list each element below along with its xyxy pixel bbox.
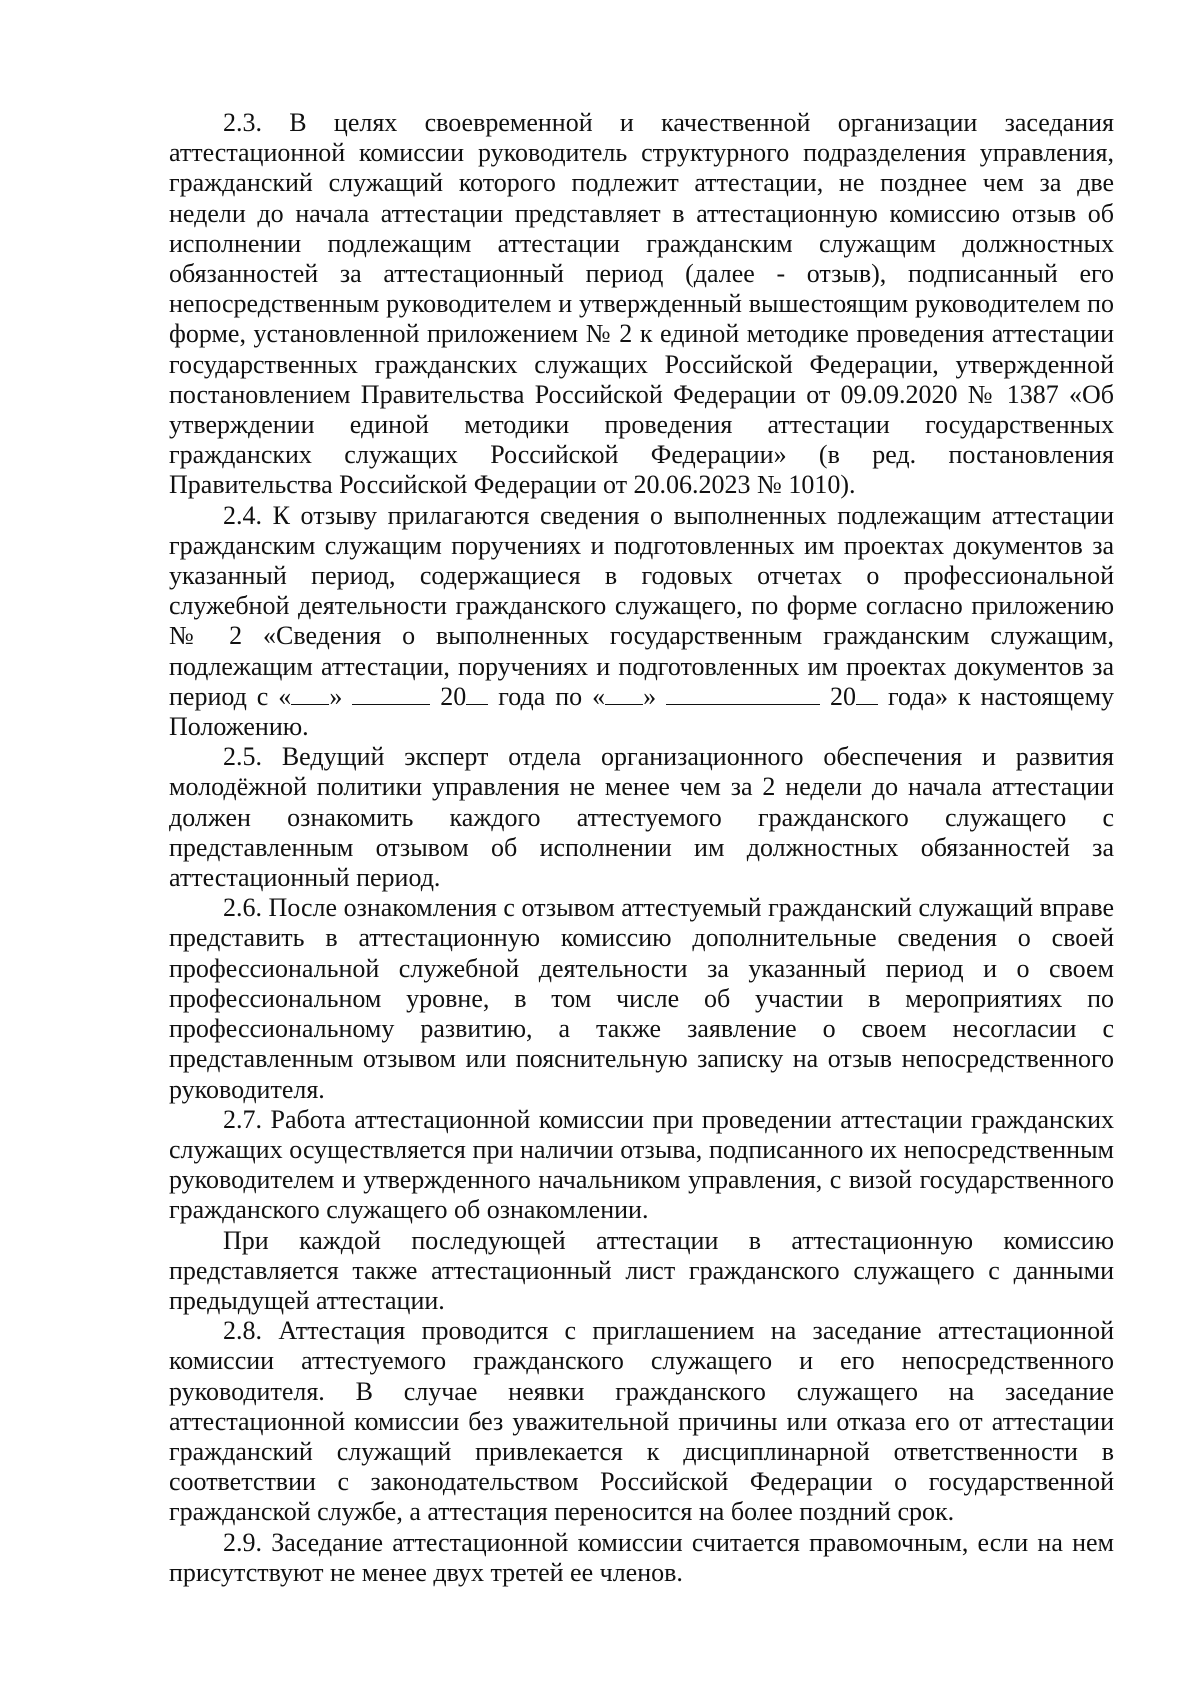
paragraph-2-7-continuation: При каждой последующей аттестации в аттестационную комиссию представляется также аттестационный лист гражданского служащего с данными предыдущей аттестации. [169, 1225, 1114, 1315]
blank-month-to [666, 682, 820, 705]
paragraph-2-4-seg-2: 20 [430, 681, 467, 711]
paragraph-2-4-text-before: 2.4. К отзыву прилагаются сведения о выполненных подлежащим аттестации гражданским служащим поручениях и подготовленных им проектах документов за указанный период, содержащиеся в годовых отчетах о профессиональной служебной деятельности гражданского служащего, по форме согласно приложению № 2 «Сведения о выполненных государственным гражданским служащим, подлежащим аттестации, поручениях и подготовленных им проектах документов за период с « [169, 500, 1114, 711]
paragraph-2-4-seg-1: » [329, 681, 353, 711]
paragraph-2-4-text-after: года» к настоящему Положению. [169, 681, 1115, 742]
blank-day-from [291, 682, 329, 705]
blank-month-from [352, 682, 430, 705]
paragraph-2-4-seg-4: » [643, 681, 667, 711]
blank-year-to [856, 682, 878, 705]
paragraph-2-3: 2.3. В целях своевременной и качественной организации заседания аттестационной комиссии руководитель структурного подразделения управления, гражданский служащий которого подлежит аттестации, не позднее чем за две недели до начала аттестации представляет в аттестационную комиссию отзыв об исполнении подлежащим аттестации гражданским служащим должностных обязанностей за аттестационный период (далее - отзыв), подписанный его непосредственным руководителем и утвержденный вышестоящим руководителем по форме, установленной приложением № 2 к единой методике проведения аттестации государственных гражданских служащих Российской Федерации, утвержденной постановлением Правительства Российской Федерации от 09.09.2020 № 1387 «Об утверждении единой методики проведения аттестации государственных гражданских служащих Российской Федерации» (в ред. постановления Правительства Российской Федерации от 20.06.2023 № 1010). [169, 108, 1114, 500]
paragraph-2-4-seg-5: 20 [820, 681, 857, 711]
paragraph-2-4 [169, 501, 1114, 743]
paragraph-2-5: 2.5. Ведущий эксперт отдела организационного обеспечения и развития молодёжной политики управления не менее чем за 2 недели до начала аттестации должен ознакомить каждого аттестуемого гражданского служащего с представленным отзывом об исполнении им должностных обязанностей за аттестационный период. [169, 742, 1114, 893]
paragraph-2-7: 2.7. Работа аттестационной комиссии при проведении аттестации гражданских служащих осуществляется при наличии отзыва, подписанного их непосредственным руководителем и утвержденного начальником управления, с визой государственного гражданского служащего об ознакомлении. [169, 1104, 1114, 1225]
blank-day-to [605, 682, 643, 705]
paragraph-2-4-seg-3: года по « [488, 681, 606, 711]
blank-year-from [466, 682, 488, 705]
paragraph-2-6: 2.6. После ознакомления с отзывом аттестуемый гражданский служащий вправе представить в аттестационную комиссию дополнительные сведения о своей профессиональной служебной деятельности за указанный период и о своем профессиональном уровне, в том числе об участии в мероприятиях по профессиональному развитию, а также заявление о своем несогласии с представленным отзывом или пояснительную записку на отзыв непосредственного руководителя. [169, 893, 1114, 1104]
paragraph-2-8: 2.8. Аттестация проводится с приглашением на заседание аттестационной комиссии аттестуемого гражданского служащего и его непосредственного руководителя. В случае неявки гражданского служащего на заседание аттестационной комиссии без уважительной причины или отказа его от аттестации гражданский служащий привлекается к дисциплинарной ответственности в соответствии с законодательством Российской Федерации о государственной гражданской службе, а аттестация переносится на более поздний срок. [169, 1316, 1114, 1527]
paragraph-2-9: 2.9. Заседание аттестационной комиссии считается правомочным, если на нем присутствуют не менее двух третей ее членов. [169, 1527, 1114, 1587]
document-page [169, 108, 1114, 1588]
